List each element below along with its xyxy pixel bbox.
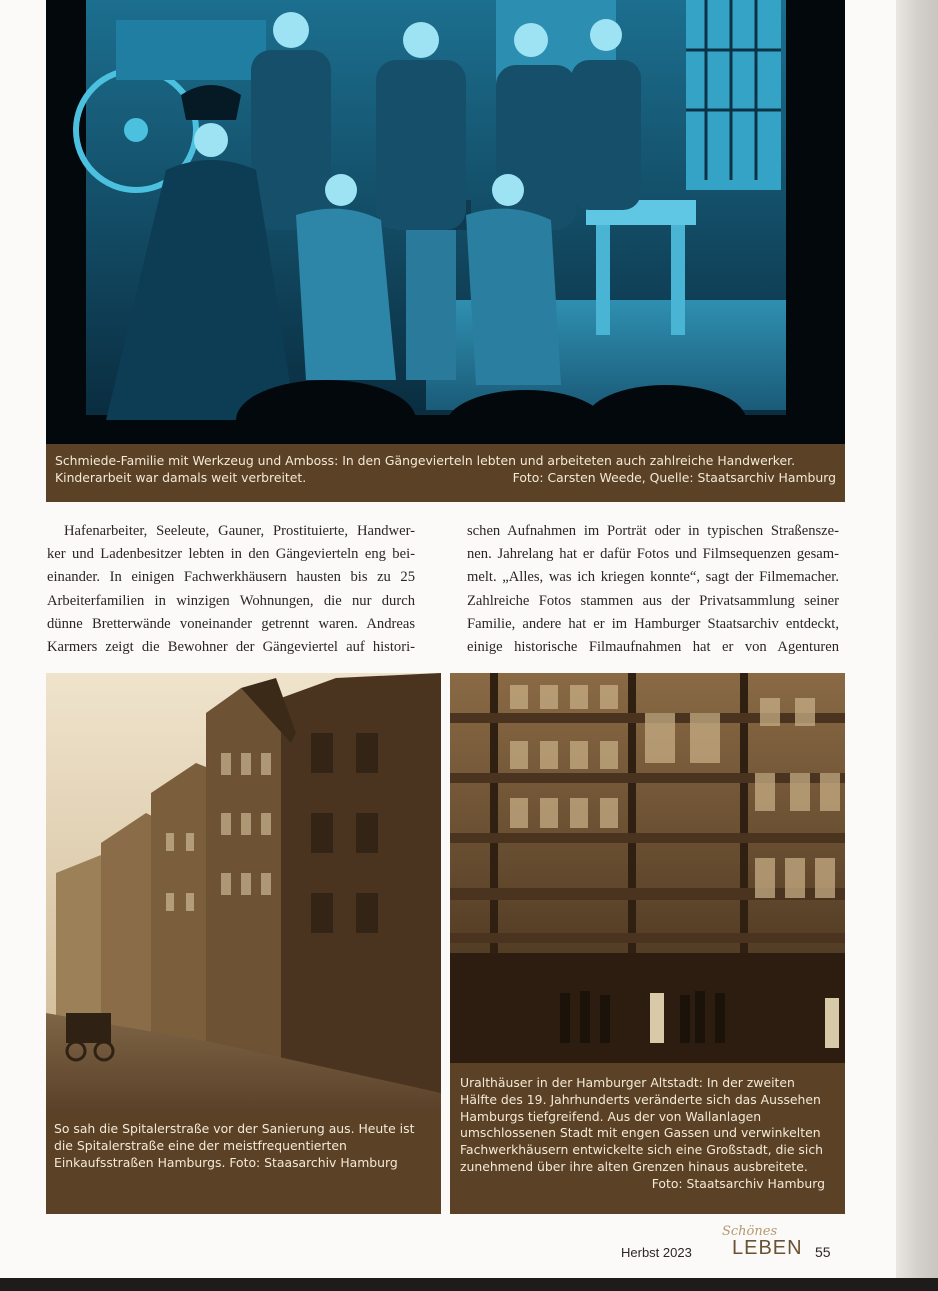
logo-word: LEBEN <box>732 1237 803 1259</box>
photo-credit: Foto: Staatsarchiv Hamburg <box>651 1175 825 1191</box>
text-line: Arbeiterfamilien in winzigen Wohnungen, die nur durch <box>47 592 415 609</box>
street-photo <box>46 673 441 1111</box>
text-line: dünne Bretterwände voneinander getrennt waren. Andreas <box>47 615 415 632</box>
old-houses-caption <box>450 1063 845 1214</box>
text-line: schen Aufnahmen im Porträt oder in typischen Straßensze- <box>467 523 839 539</box>
magazine-logo <box>718 1222 808 1262</box>
caption-text: Schmiede-Familie mit Werkzeug und Amboss: In den Gängevierteln lebten und arbeiteten auch zahlreiche Handwerker. Kinderarbeit war damals weit verbreitet. <box>55 453 796 485</box>
text-line: einander. In einigen Fachwerkhäusern hausten bis zu 25 <box>47 569 415 586</box>
text-line: Familie, andere hat er im Hamburger Staatsarchiv entdeckt, <box>467 615 839 632</box>
text-line: ker und Ladenbesitzer lebten in den Gängevierteln eng bei- <box>47 546 415 563</box>
issue-label: Herbst 2023 <box>621 1245 692 1260</box>
street-photo-caption <box>46 1111 441 1214</box>
caption-text: Uralthäuser in der Hamburger Altstadt: In der zweiten Hälfte des 19. Jahrhunderts veränderte sich das Aussehen Hamburgs tiefgreifend. Aus der von Wallanlagen umschlossenen Stadt mit engen Gassen und verwinkelten Fachwerkhäusern entwickelte sich eine Großstadt, die sich zunehmend über ihre alten Grenzen hinaus ausbreitete. Foto: Staatsarchiv Hamburg <box>460 1075 825 1191</box>
page-edge-shadow <box>896 0 938 1291</box>
logo-script: Schönes <box>722 1224 778 1239</box>
photo-credit: Foto: Carsten Weede, Quelle: Staatsarchiv Hamburg <box>512 469 836 485</box>
old-houses-photo <box>450 673 845 1063</box>
text-line: einige historische Filmaufnahmen hat er von Agenturen <box>467 639 839 656</box>
page-number: 55 <box>815 1244 831 1260</box>
text-line: Karmers zeigt die Bewohner der Gängeviertel auf histori- <box>47 639 415 656</box>
text-line: Hafenarbeiter, Seeleute, Gauner, Prostituierte, Handwer- <box>64 523 415 539</box>
top-photo-caption <box>46 444 845 502</box>
body-column-2 <box>467 520 839 659</box>
caption-text: So sah die Spitalerstraße vor der Sanierung aus. Heute ist die Spitalerstraße eine der meistfrequentierten Einkaufsstraßen Hamburgs. Foto: Staasarchiv Hamburg <box>54 1121 415 1170</box>
blacksmith-family-photo <box>46 0 845 444</box>
text-line: nen. Jahrelang hat er dafür Fotos und Filmsequenzen gesam- <box>467 546 839 563</box>
body-column-1 <box>47 520 415 659</box>
scan-bottom-edge <box>0 1278 938 1291</box>
text-line: melt. „Alles, was ich kriegen konnte“, sagt der Filmemacher. <box>467 569 839 586</box>
text-line: Zahlreiche Fotos stammen aus der Privatsammlung seiner <box>467 592 839 609</box>
